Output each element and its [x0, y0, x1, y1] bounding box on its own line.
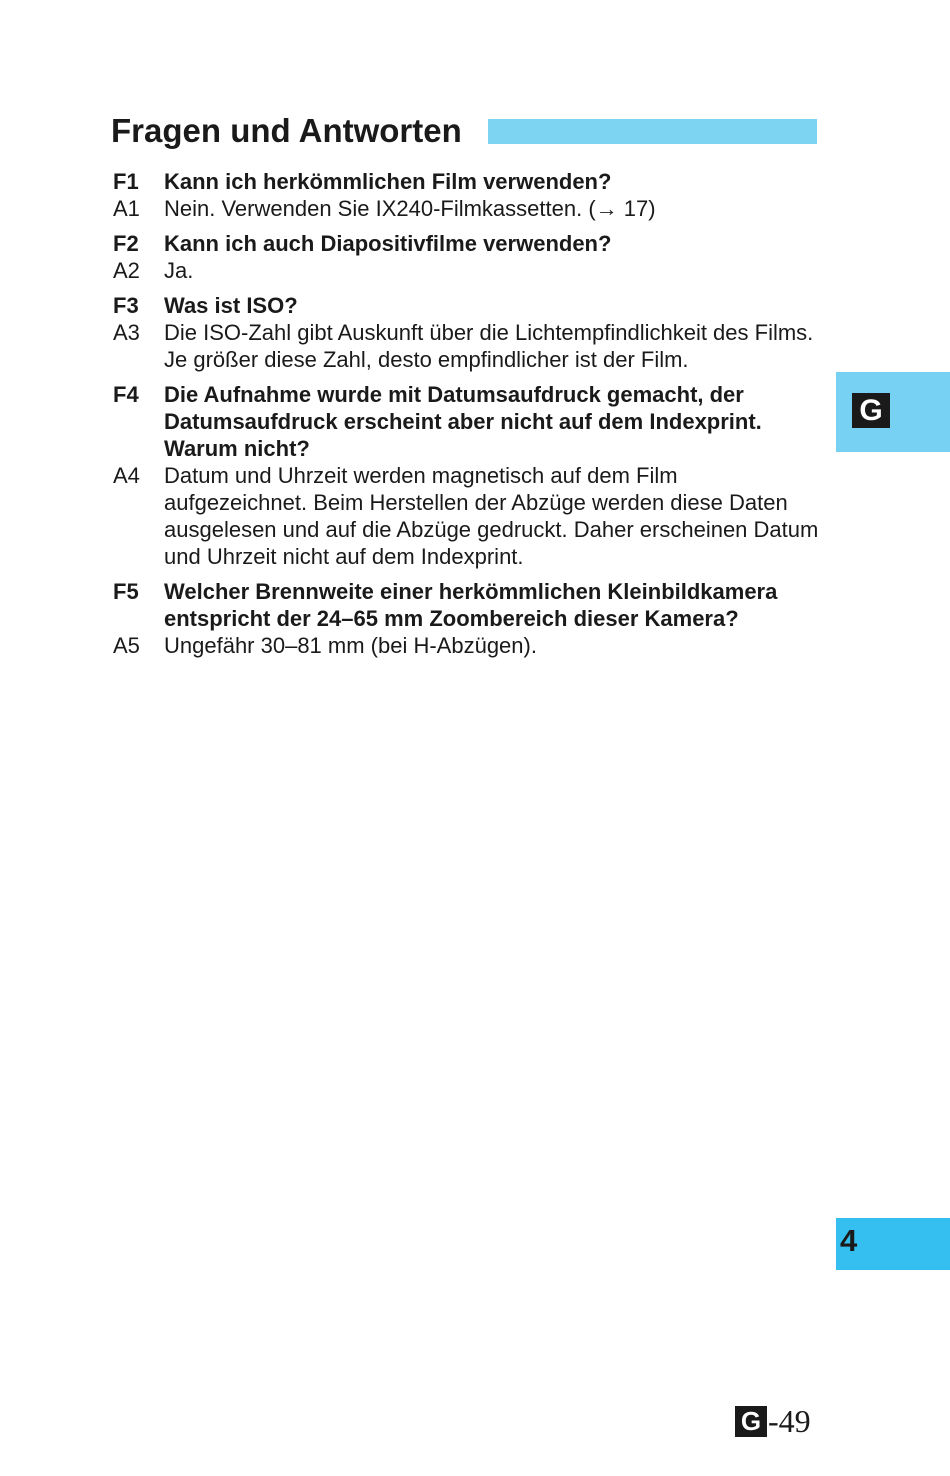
faq-entry-3 [113, 292, 823, 373]
faq-entry-4 [113, 381, 823, 570]
answer-label: A4 [113, 463, 140, 488]
question-row [113, 230, 823, 257]
answer-text: Nein. Verwenden Sie IX240-Filmkassetten. (→ 17) [164, 196, 656, 221]
question-text: Welcher Brennweite einer herkömmlichen Kleinbildkamera entspricht der 24–65 mm Zoombereich dieser Kamera? [164, 579, 778, 631]
language-tab-letter: G [852, 393, 890, 428]
faq-entry-2 [113, 230, 823, 284]
faq-list [113, 168, 823, 667]
title-accent-bar [488, 119, 817, 144]
footer-section-letter: G [735, 1406, 767, 1437]
page-title: Fragen und Antworten [111, 112, 462, 149]
answer-row [113, 632, 823, 659]
page-number: -49 [768, 1403, 811, 1439]
answer-label: A2 [113, 258, 140, 283]
question-text: Die Aufnahme wurde mit Datumsaufdruck gemacht, der Datumsaufdruck erscheint aber nicht auf dem Indexprint. Warum nicht? [164, 382, 762, 461]
question-text: Kann ich auch Diapositivfilme verwenden? [164, 231, 612, 256]
answer-row [113, 195, 823, 222]
answer-row [113, 462, 823, 570]
question-text: Kann ich herkömmlichen Film verwenden? [164, 169, 612, 194]
question-text: Was ist ISO? [164, 293, 298, 318]
answer-label: A5 [113, 633, 140, 658]
question-label: F1 [113, 169, 139, 194]
question-label: F5 [113, 579, 139, 604]
question-row [113, 381, 823, 462]
question-row [113, 578, 823, 632]
faq-entry-5 [113, 578, 823, 659]
question-label: F2 [113, 231, 139, 256]
answer-label: A1 [113, 196, 140, 221]
page-footer [735, 1403, 811, 1439]
question-row [113, 168, 823, 195]
answer-row [113, 257, 823, 284]
answer-text: Ungefähr 30–81 mm (bei H-Abzügen). [164, 633, 537, 658]
chapter-tab [836, 1218, 950, 1270]
answer-text: Die ISO-Zahl gibt Auskunft über die Lichtempfindlichkeit des Films. Je größer diese Zahl, desto empfindlicher ist der Film. [164, 320, 814, 372]
answer-text: Datum und Uhrzeit werden magnetisch auf dem Film aufgezeichnet. Beim Herstellen der Abzüge werden diese Daten ausgelesen und auf die Abzüge gedruckt. Daher erscheinen Datum und Uhrzeit nicht auf dem Indexprint. [164, 463, 819, 569]
faq-entry-1 [113, 168, 823, 222]
question-label: F4 [113, 382, 139, 407]
answer-text: Ja. [164, 258, 194, 283]
language-tab [836, 372, 950, 452]
question-row [113, 292, 823, 319]
question-label: F3 [113, 293, 139, 318]
chapter-tab-number: 4 [840, 1223, 858, 1258]
answer-label: A3 [113, 320, 140, 345]
answer-row [113, 319, 823, 373]
